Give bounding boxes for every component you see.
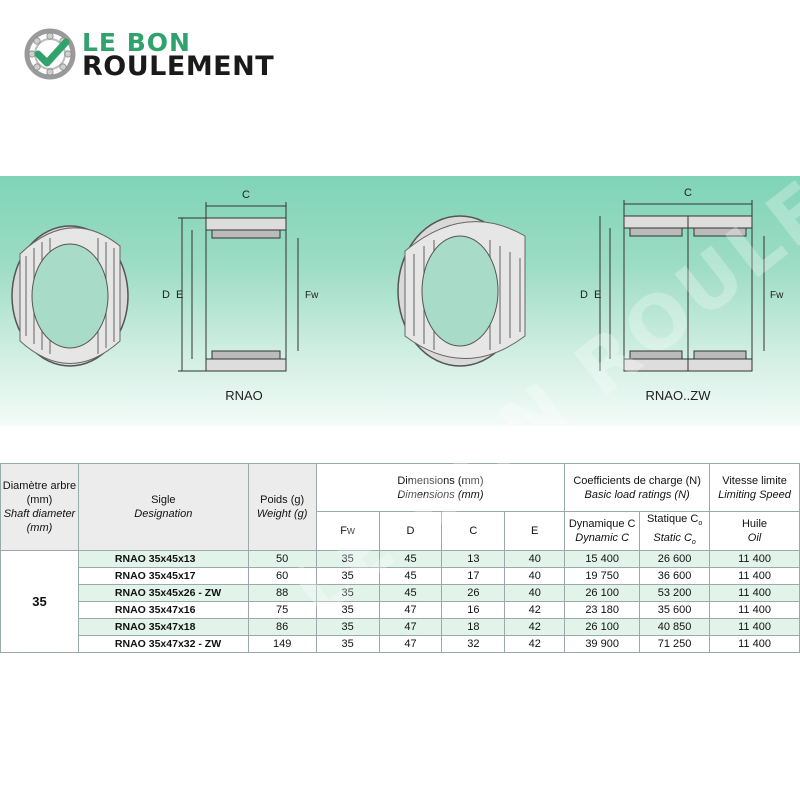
table-row: RNAO 35x45x26 - ZW 88 35 45 26 40 26 100 53 200 11 400 xyxy=(1,585,800,602)
bearing-diagrams xyxy=(0,176,800,426)
header-speed: Vitesse limite Limiting Speed xyxy=(710,464,800,512)
header-dynamic: Dynamique C Dynamic C xyxy=(565,512,640,551)
dim-fw-right: Fw xyxy=(770,290,784,301)
header-static: Statique $C_o$ Static $C_o$ xyxy=(640,512,710,551)
brand-line1: LE BON xyxy=(82,28,191,57)
dim-e-right: E xyxy=(594,289,602,301)
dim-e-left: E xyxy=(176,289,184,301)
dim-d-left: D xyxy=(162,289,170,301)
specifications-table xyxy=(0,463,800,653)
dim-c-right: C xyxy=(684,187,692,199)
header-shaft: Diamètre arbre (mm) Shaft diameter (mm) xyxy=(1,464,79,551)
rnao-zw-section-drawing xyxy=(600,200,764,371)
header-fw: Fw xyxy=(316,512,379,551)
dim-d-right: D xyxy=(580,289,588,301)
header-sigle: Sigle Designation xyxy=(78,464,248,551)
table-row: RNAO 35x47x18 86 35 47 18 42 26 100 40 850 11 400 xyxy=(1,619,800,636)
header-weight: Poids (g) Weight (g) xyxy=(248,464,316,551)
caption-rnao: RNAO xyxy=(225,388,263,403)
header-load-ratings: Coefficients de charge (N) Basic load ratings (N) xyxy=(565,464,710,512)
dim-fw-left: Fw xyxy=(305,290,319,301)
header-d: D xyxy=(379,512,442,551)
header-e: E xyxy=(505,512,565,551)
table-row: RNAO 35x47x32 - ZW 149 35 47 32 42 39 900 71 250 11 400 xyxy=(1,636,800,653)
bearing-check-icon xyxy=(24,28,76,80)
table-row: 35 RNAO 35x45x13 50 35 45 13 40 15 400 26 600 11 400 xyxy=(1,551,800,568)
bearing-diagram-band xyxy=(0,176,800,426)
rnao-bearing-illustration xyxy=(12,226,128,366)
caption-rnao-zw: RNAO..ZW xyxy=(645,388,711,403)
rnao-zw-bearing-illustration xyxy=(398,216,525,366)
rnao-section-drawing xyxy=(178,202,298,371)
table-row: RNAO 35x45x17 60 35 45 17 40 19 750 36 600 11 400 xyxy=(1,568,800,585)
header-oil: Huile Oil xyxy=(710,512,800,551)
header-dimensions: Dimensions (mm) Dimensions (mm) xyxy=(316,464,565,512)
brand-logo xyxy=(24,26,304,84)
brand-line2: ROULEMENT xyxy=(82,51,275,82)
table-row: RNAO 35x47x16 75 35 47 16 42 23 180 35 600 11 400 xyxy=(1,602,800,619)
header-c: C xyxy=(442,512,505,551)
dim-c-left: C xyxy=(242,189,250,201)
shaft-diameter-cell: 35 xyxy=(1,551,79,653)
